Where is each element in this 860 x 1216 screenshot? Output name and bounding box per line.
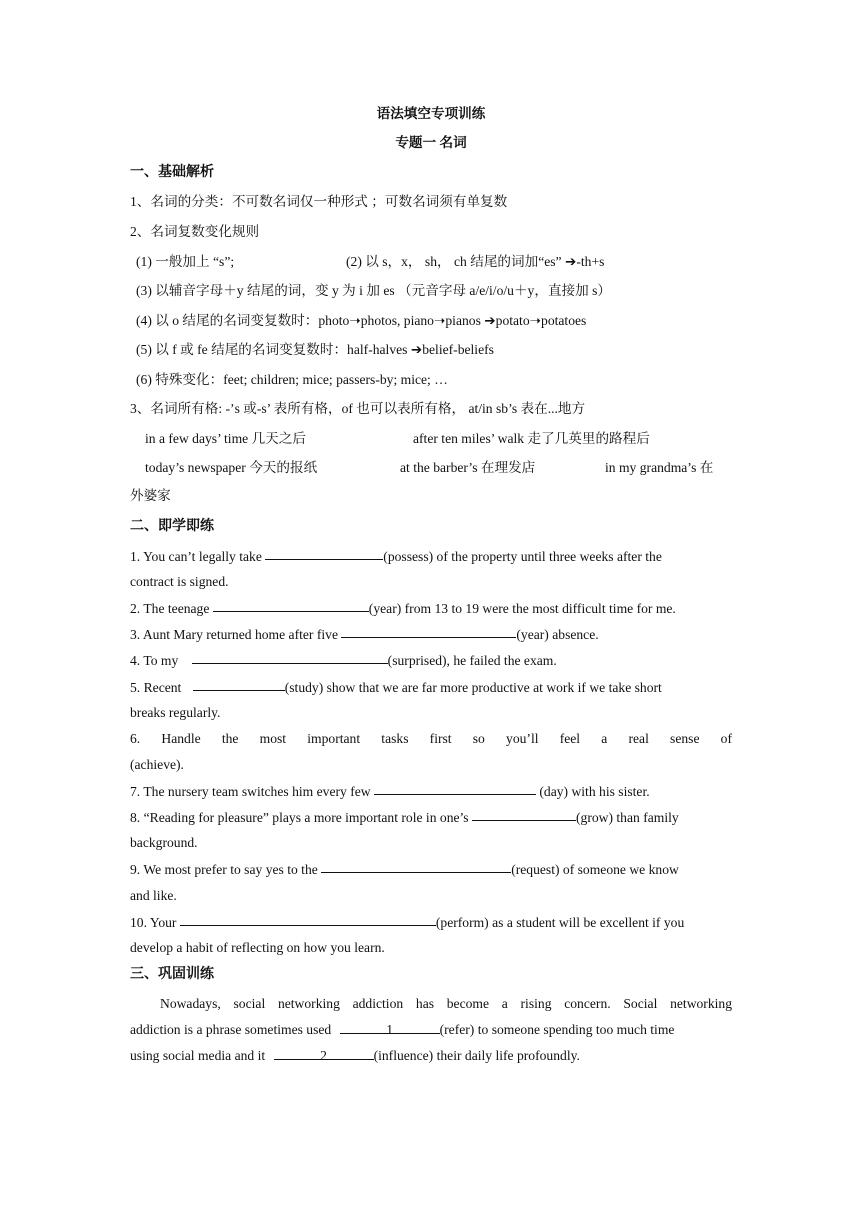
answer-blank[interactable]	[192, 649, 388, 664]
section-heading-practice: 二、即学即练	[130, 519, 214, 534]
plural-rule-5: (5) 以 f 或 fe 结尾的名词变复数时：half-halves ➔belief-beliefs	[136, 342, 494, 357]
section-heading-basics: 一、基础解析	[130, 165, 214, 180]
question-3: 3. Aunt Mary returned home after five (year) absence.	[130, 624, 599, 645]
question-4: 4. To my (surprised), he failed the exam.	[130, 650, 557, 671]
plural-rule-2: (2) 以 s，x， sh， ch 结尾的词加“es” ➔-th+s	[346, 254, 605, 269]
plural-rules-heading: 2、名词复数变化规则	[130, 224, 260, 239]
answer-blank[interactable]	[213, 597, 369, 612]
question-10: 10. Your (perform) as a student will be excellent if you	[130, 912, 684, 933]
plural-rule-1: (1) 一般加上 “s”;	[136, 254, 235, 269]
question-2: 2. The teenage (year) from 13 to 19 were the most difficult time for me.	[130, 598, 676, 619]
question-1: 1. You can’t legally take (possess) of the property until three weeks after the	[130, 546, 662, 567]
plural-rule-4: (4) 以 o 结尾的名词变复数时：photo➝photos, piano➝pianos ➔potato➝potatoes	[136, 313, 587, 328]
plural-rule-6: (6) 特殊变化：feet; children; mice; passers-by; mice; …	[136, 372, 448, 387]
question-8-cont: background.	[130, 835, 198, 850]
passage-blank-2[interactable]: 2	[274, 1045, 374, 1060]
question-6-cont: (achieve).	[130, 757, 184, 772]
question-7: 7. The nursery team switches him every few (day) with his sister.	[130, 781, 650, 802]
passage-line-1: Nowadays, social networking addiction has become a rising concern. Social networking	[160, 996, 732, 1011]
document-title: 语法填空专项训练	[376, 106, 486, 121]
passage-line-2: addiction is a phrase sometimes used 1 (refer) to someone spending too much time	[130, 1020, 674, 1040]
question-10-cont: develop a habit of reflecting on how you learn.	[130, 940, 385, 955]
document-subtitle: 专题一 名词	[395, 135, 467, 150]
possessive-example-5: in my grandma’s 在	[605, 460, 714, 475]
answer-blank[interactable]	[180, 911, 436, 926]
question-8: 8. “Reading for pleasure” plays a more important role in one’s (grow) than family	[130, 807, 679, 828]
question-5-cont: breaks regularly.	[130, 705, 221, 720]
plural-rule-3: (3) 以辅音字母＋y 结尾的词，变 y 为 i 加 es （元音字母 a/e/i/o/u＋y，直接加 s）	[136, 283, 612, 298]
possessive-example-5-cont: 外婆家	[130, 488, 171, 503]
answer-blank[interactable]	[193, 676, 285, 691]
question-5: 5. Recent (study) show that we are far more productive at work if we take short	[130, 677, 662, 698]
possessive-rule-line: 3、名词所有格: -’s 或-s’ 表所有格，of 也可以表所有格， at/in sb’s 表在...地方	[130, 401, 586, 416]
passage-line-3: using social media and it 2 (influence) their daily life profoundly.	[130, 1046, 580, 1066]
answer-blank[interactable]	[472, 806, 576, 821]
answer-blank[interactable]	[341, 623, 516, 638]
question-9-cont: and like.	[130, 888, 177, 903]
possessive-example-1: in a few days’ time 几天之后	[145, 431, 306, 446]
question-6: 6. Handle the most important tasks first so you’ll feel a real sense of	[130, 731, 732, 746]
noun-classification-line: 1、名词的分类：不可数名词仅一种形式 ；可数名词须有单复数	[130, 194, 508, 209]
possessive-example-4: at the barber’s 在理发店	[400, 460, 536, 475]
answer-blank[interactable]	[321, 858, 511, 873]
answer-blank[interactable]	[265, 545, 383, 560]
answer-blank[interactable]	[374, 780, 536, 795]
passage-blank-1[interactable]: 1	[340, 1019, 440, 1034]
question-9: 9. We most prefer to say yes to the (request) of someone we know	[130, 859, 679, 880]
section-heading-consolidation: 三、巩固训练	[130, 967, 214, 982]
question-1-cont: contract is signed.	[130, 574, 229, 589]
possessive-example-3: today’s newspaper 今天的报纸	[145, 460, 318, 475]
possessive-example-2: after ten miles’ walk 走了几英里的路程后	[413, 431, 650, 446]
